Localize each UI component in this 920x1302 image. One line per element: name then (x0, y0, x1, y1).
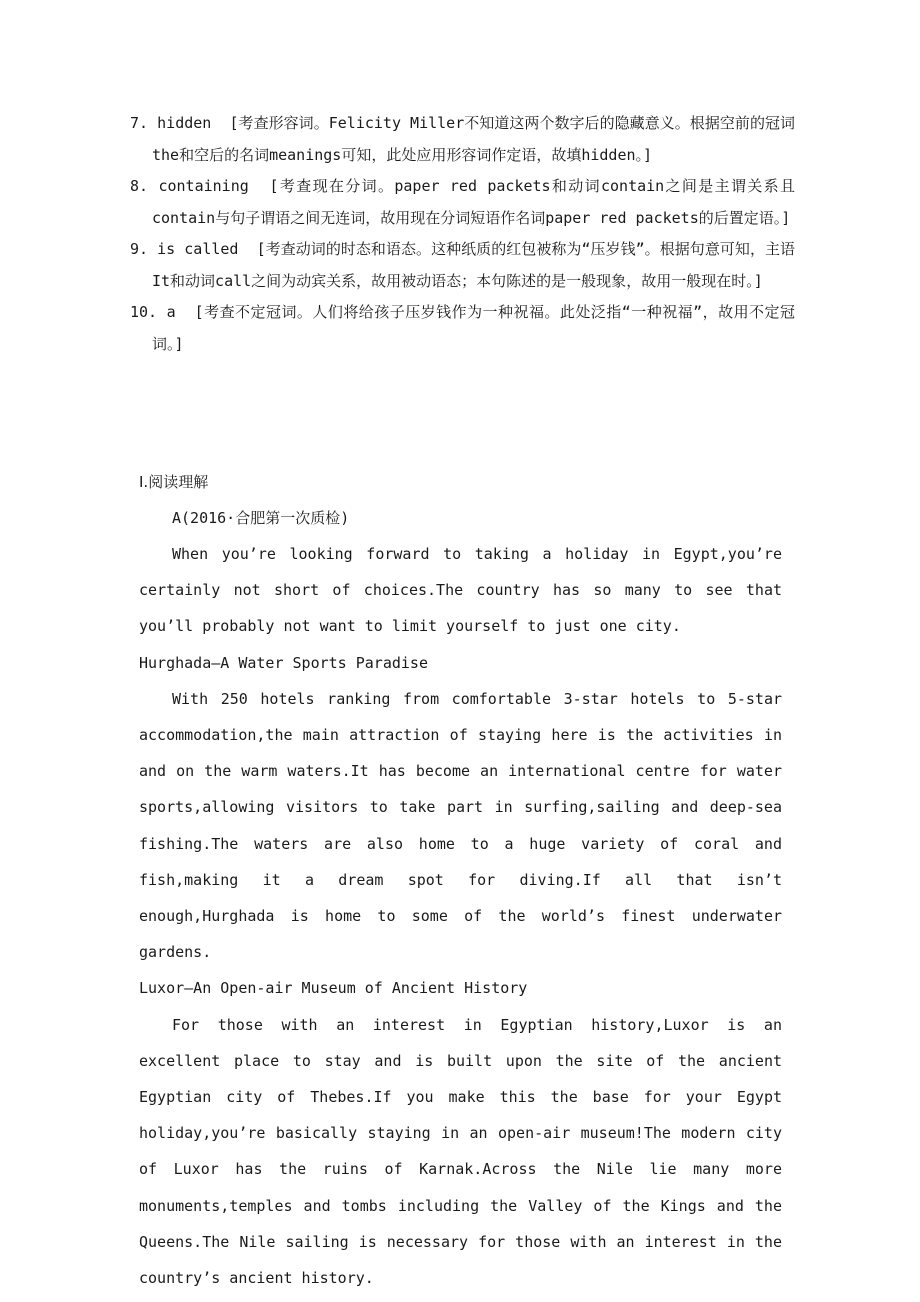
passage-source: A(2016·合肥第一次质检) (172, 509, 350, 527)
answer-item (130, 171, 795, 234)
section-heading: Ⅰ.阅读理解 (139, 473, 209, 491)
answer-number: 9. (130, 240, 149, 258)
answer-word: containing (158, 177, 249, 195)
answer-key (130, 108, 795, 360)
passage-intro: When you’re looking forward to taking a holiday in Egypt,you’re certainly not short of choices.The country has so many to see that you’ll probably not want to limit yourself to just one city. (139, 545, 782, 636)
answer-item (130, 297, 795, 360)
answer-number: 8. (130, 177, 149, 195)
answer-word: is called (157, 240, 239, 258)
section-body-hurghada: With 250 hotels ranking from comfortable 3-star hotels to 5-star accommodation,the main attraction of staying here is the activities in and on the warm waters.It has become an international centre for water sports,allowing visitors to take part in surfing,sailing and deep-sea fishing.The waters are also home to a huge variety of coral and fish,making it a dream spot for diving.If all that isn’t enough,Hurghada is home to some of the world’s finest underwater gardens. (139, 689, 782, 962)
reading-passage (139, 536, 782, 1296)
section-title-luxor: Luxor—An Open-air Museum of Ancient History (139, 979, 528, 998)
answer-number: 7. (130, 114, 149, 132)
answer-explanation: [考查动词的时态和语态。这种纸质的红包被称为“压岁钱”。根据句意可知，主语It和动词call之间为动宾关系，故用被动语态；本句陈述的是一般现象，故用一般现在时。] (152, 240, 796, 290)
answer-item (130, 108, 795, 171)
section-title-hurghada: Hurghada—A Water Sports Paradise (139, 653, 428, 672)
answer-explanation: [考查不定冠词。人们将给孩子压岁钱作为一种祝福。此处泛指“一种祝福”，故用不定冠词。] (152, 303, 795, 353)
answer-item (130, 234, 795, 297)
answer-word: hidden (157, 114, 212, 132)
answer-word: a (166, 303, 176, 321)
section-body-luxor: For those with an interest in Egyptian history,Luxor is an excellent place to stay and is built upon the site of the ancient Egyptian city of Thebes.If you make this the base for your Egypt holiday,you’re basically staying in an open-air museum!The modern city of Luxor has the ruins of Karnak.Across the Nile lie many more monuments,temples and tombs including the Valley of the Kings and the Queens.The Nile sailing is necessary for those with an interest in the country’s ancient history. (139, 1015, 782, 1288)
answer-number: 10. (130, 303, 158, 321)
answer-explanation: [考查形容词。Felicity Miller不知道这两个数字后的隐藏意义。根据空前的冠词the和空后的名词meanings可知，此处应用形容词作定语，故填hidden。] (152, 114, 796, 164)
answer-explanation: [考查现在分词。paper red packets和动词contain之间是主谓关系且contain与句子谓语之间无连词，故用现在分词短语作名词paper red packets的后置定语。] (152, 177, 796, 227)
